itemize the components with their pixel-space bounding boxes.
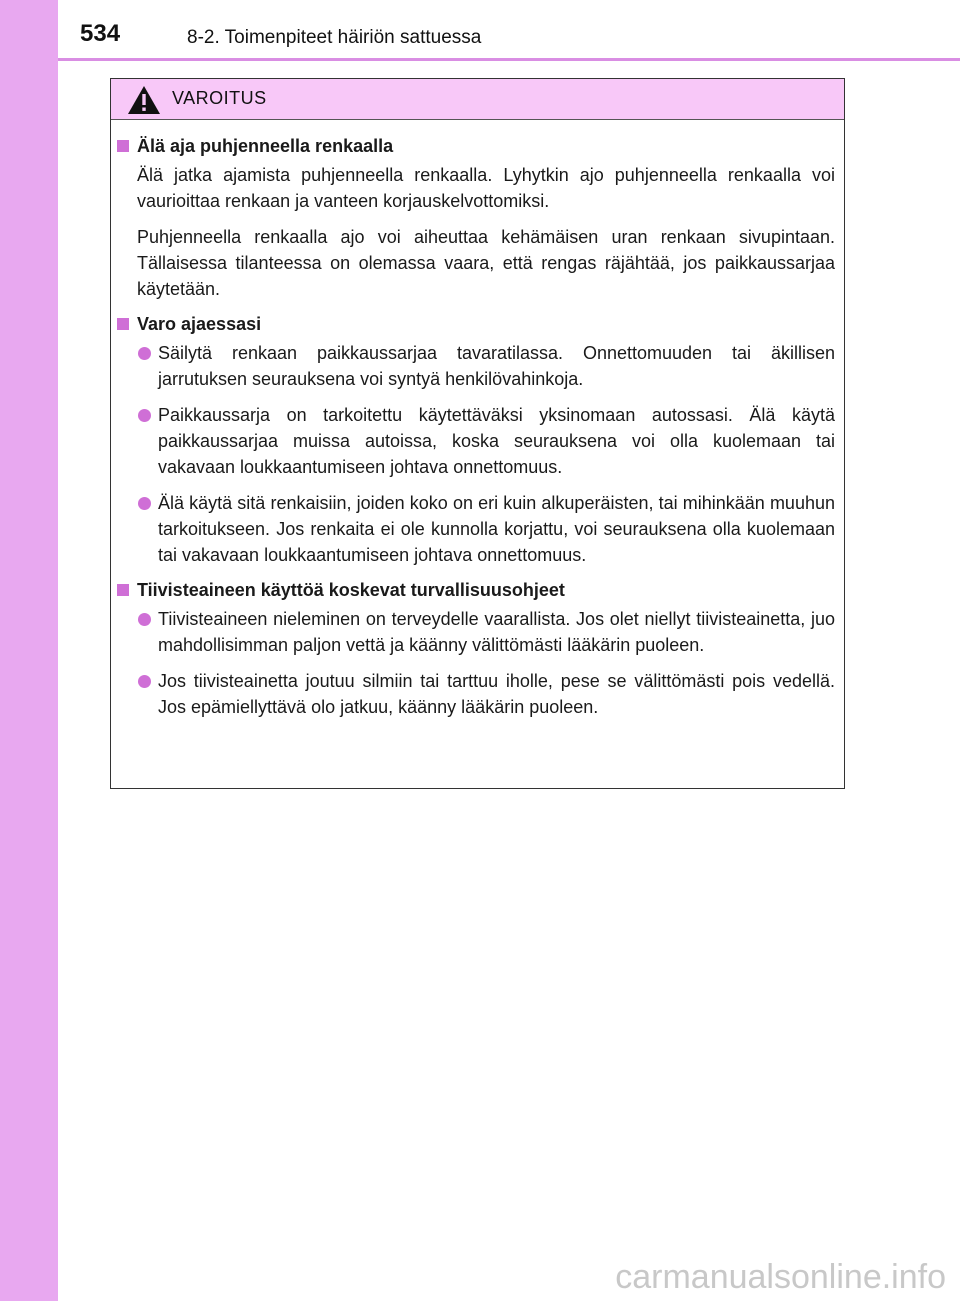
watermark: carmanualsonline.info bbox=[615, 1258, 946, 1296]
round-bullet-icon bbox=[138, 613, 151, 626]
round-bullet-icon bbox=[138, 497, 151, 510]
warning-box bbox=[110, 78, 845, 789]
header-rule bbox=[58, 58, 960, 61]
list-item: Älä käytä sitä renkaisiin, joiden koko on eri kuin alkuperäisten, tai mihinkään muuhun tarkoitukseen. Jos renkaita ei ole kunnolla korjattu, voi seurauksena olla kuolemaan tai vakavaan loukkaantumiseen johtava onnettomuus. bbox=[137, 490, 835, 568]
round-bullet-icon bbox=[138, 347, 151, 360]
warning-body bbox=[111, 120, 844, 720]
paragraph: Älä jatka ajamista puhjenneella renkaalla. Lyhytkin ajo puhjenneella renkaalla voi vaurioittaa renkaan ja vanteen korjauskelvottomiksi. bbox=[137, 165, 835, 211]
section-title: 8-2. Toimenpiteet häiriön sattuessa bbox=[187, 27, 482, 48]
side-color-strip bbox=[0, 0, 58, 1301]
warning-header bbox=[111, 79, 844, 120]
round-bullet-icon bbox=[138, 675, 151, 688]
section-heading: Älä aja puhjenneella renkaalla bbox=[117, 134, 835, 158]
list-item: Tiivisteaineen nieleminen on terveydelle vaarallista. Jos olet niellyt tiivisteainetta, juo mahdollisimman paljon vettä ja käänny välittömästi lääkärin puoleen. bbox=[137, 606, 835, 658]
warning-label: VAROITUS bbox=[172, 88, 267, 108]
list-item: Säilytä renkaan paikkaussarjaa tavaratilassa. Onnettomuuden tai äkillisen jarrutuksen seurauksena voi syntyä henkilövahinkoja. bbox=[137, 340, 835, 392]
page-number: 534 bbox=[80, 20, 121, 47]
square-bullet-icon bbox=[117, 140, 129, 152]
section-heading: Tiivisteaineen käyttöä koskevat turvallisuusohjeet bbox=[117, 578, 835, 602]
section-heading: Varo ajaessasi bbox=[117, 312, 835, 336]
warning-triangle-icon bbox=[127, 85, 161, 115]
square-bullet-icon bbox=[117, 318, 129, 330]
list-item: Jos tiivisteainetta joutuu silmiin tai tarttuu iholle, pese se välittömästi pois vedellä. Jos epämiellyttävä olo jatkuu, käänny lääkärin puoleen. bbox=[137, 668, 835, 720]
square-bullet-icon bbox=[117, 584, 129, 596]
paragraph: Puhjenneella renkaalla ajo voi aiheuttaa kehämäisen uran renkaan sivupintaan. Tällaisessa tilanteessa on olemassa vaara, että rengas räjähtää, jos paikkaussarjaa käytetään. bbox=[137, 227, 835, 299]
list-item: Paikkaussarja on tarkoitettu käytettäväksi yksinomaan autossasi. Älä käytä paikkaussarjaa muissa autoissa, koska seurauksena voi olla kuolemaan tai vakavaan loukkaantumiseen johtava onnettomuus. bbox=[137, 402, 835, 480]
round-bullet-icon bbox=[138, 409, 151, 422]
